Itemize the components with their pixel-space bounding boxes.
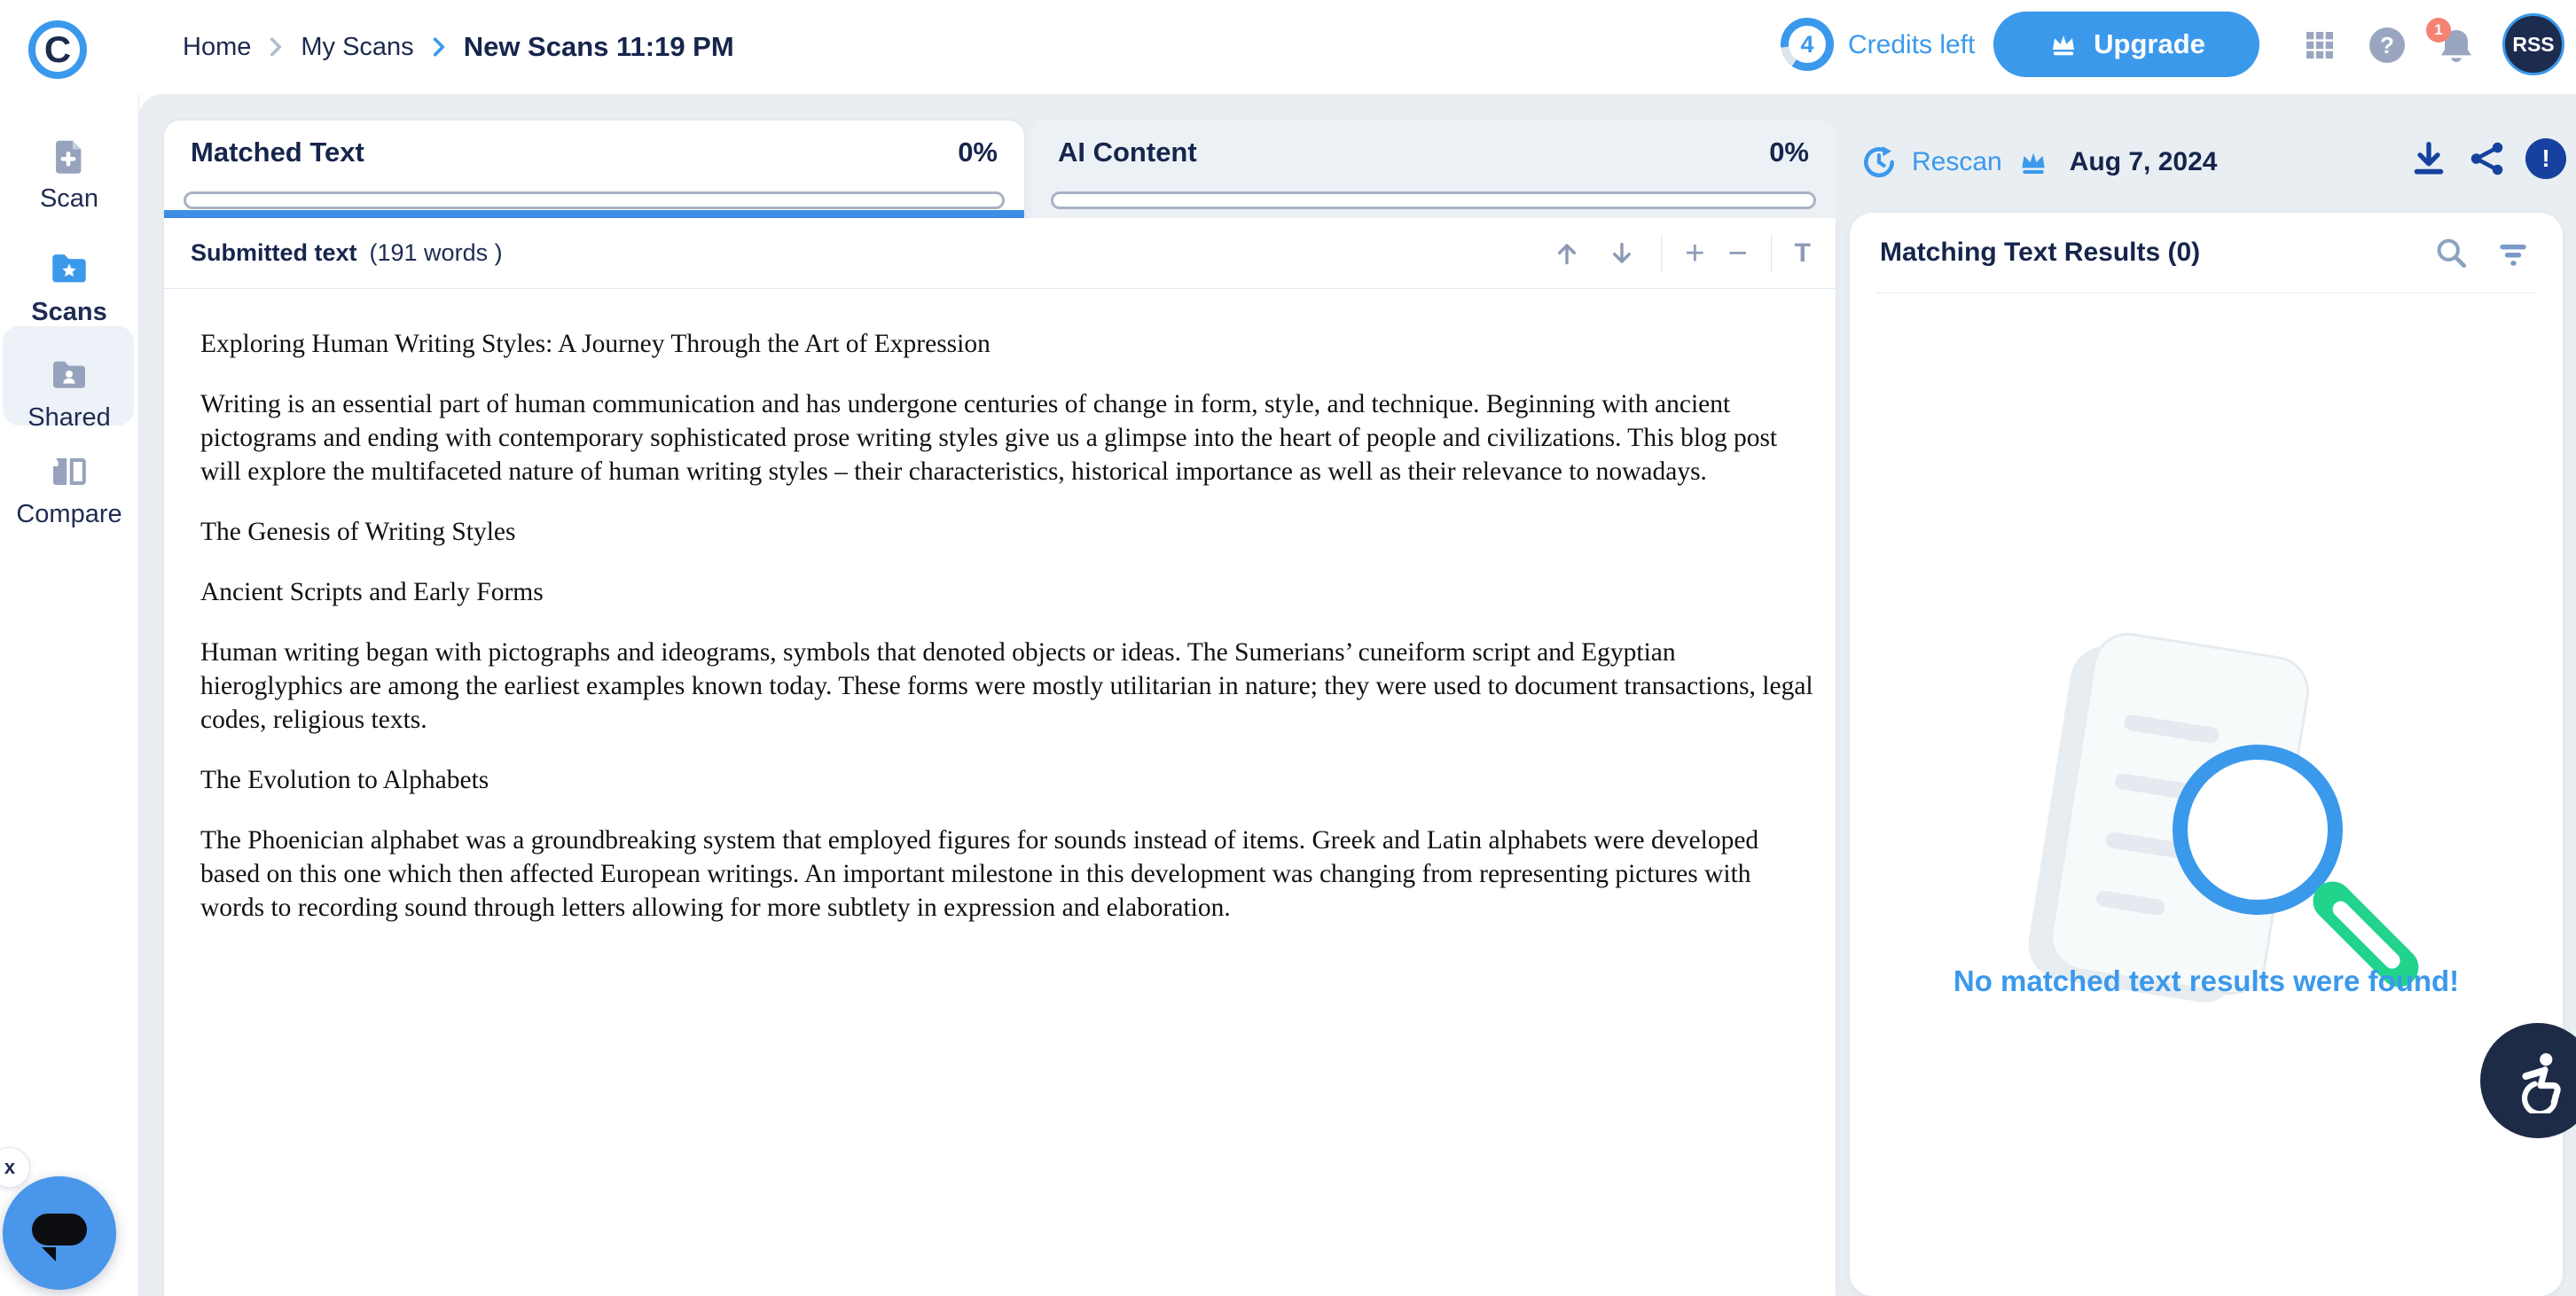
result-actions (2408, 138, 2566, 179)
sidebar (0, 94, 139, 1296)
notifications-bell-icon[interactable] (2434, 21, 2478, 67)
document-panel (164, 218, 1836, 1296)
chevron-right-icon (267, 35, 285, 59)
document-paragraph: Writing is an essential part of human communication and has undergone centuries of change in form, style, and technique. Beginning with ancient pictograms and ending with contemporary sophisticated prose writing styles give us a glimpse into the heart of people and civilizations. This blog post will explore the multifaceted nature of human writing styles – their characteristics, historical importance as well as their relevance to nowadays. (200, 390, 1778, 486)
tab-matched-text[interactable] (164, 121, 1024, 218)
upgrade-button[interactable] (1993, 12, 2259, 77)
chat-widget-button[interactable] (3, 1176, 116, 1290)
sidebar-label-scans: Scans (31, 298, 107, 326)
crown-icon (2047, 28, 2079, 60)
submitted-text-label: Submitted text (191, 239, 357, 266)
matched-text-percent: 0% (958, 137, 998, 168)
breadcrumb-current-scan: New Scans 11:19 PM (463, 31, 734, 62)
credits-left-link[interactable]: Credits left (1848, 30, 1976, 59)
top-header (0, 0, 2576, 94)
breadcrumb-my-scans[interactable]: My Scans (301, 32, 414, 61)
breadcrumb-home[interactable]: Home (183, 32, 252, 61)
matching-results-card (1850, 213, 2563, 1296)
upgrade-label: Upgrade (2094, 28, 2205, 59)
apps-grid-icon[interactable] (2302, 27, 2337, 67)
user-avatar[interactable]: RSS (2502, 13, 2564, 75)
toolbar-divider (1661, 234, 1662, 273)
document-paragraph: Exploring Human Writing Styles: A Journey Through the Art of Expression (200, 330, 990, 358)
matching-results-title: Matching Text Results (0) (1880, 238, 2201, 267)
filter-icon[interactable] (2494, 233, 2533, 272)
sidebar-label-compare: Compare (16, 500, 122, 528)
empty-results-illustration (1977, 634, 2439, 1006)
scroll-up-button[interactable] (1551, 238, 1583, 269)
active-tab-underline (164, 210, 1024, 218)
scroll-down-button[interactable] (1606, 238, 1638, 269)
document-paragraph: The Evolution to Alphabets (200, 766, 489, 794)
scan-date: Aug 7, 2024 (2069, 147, 2218, 176)
submitted-document-text (200, 288, 1818, 951)
folder-star-icon (47, 246, 91, 291)
matched-text-label: Matched Text (191, 137, 364, 168)
document-paragraph: Ancient Scripts and Early Forms (200, 578, 544, 606)
chat-bubble-tail (42, 1247, 56, 1261)
tab-ai-content[interactable] (1031, 121, 1836, 218)
notification-badge: 1 (2426, 18, 2451, 43)
document-paragraph: The Genesis of Writing Styles (200, 518, 516, 546)
sidebar-item-scans[interactable] (0, 246, 138, 327)
matched-text-progressbar (184, 191, 1005, 209)
download-icon[interactable] (2408, 138, 2449, 179)
compare-documents-icon (48, 450, 90, 493)
doc-line (2095, 890, 2166, 917)
toolbar-divider (1771, 234, 1772, 273)
file-plus-icon (49, 137, 90, 177)
sidebar-label-shared: Shared (27, 403, 111, 432)
ai-content-label: AI Content (1058, 137, 1197, 168)
share-icon[interactable] (2467, 138, 2508, 179)
document-paragraph: Human writing began with pictographs and ideograms, symbols that denoted objects or ideas. The Sumerians’ cuneiform script and Egyptian hieroglyphics are among the earliest examples known today. These forms were mostly utilitarian in nature; they were used to document transactions, legal codes, religious texts. (200, 638, 1813, 734)
breadcrumb (183, 0, 734, 94)
sidebar-label-scan: Scan (39, 184, 99, 213)
credits-count: 4 (1789, 26, 1826, 63)
sidebar-item-shared[interactable] (0, 354, 138, 433)
ai-content-percent: 0% (1769, 137, 1809, 168)
no-results-message: No matched text results were found! (1953, 964, 2460, 997)
zoom-in-button[interactable]: + (1685, 234, 1705, 272)
credits-progress-ring[interactable] (1781, 18, 1834, 71)
alert-icon[interactable]: ! (2525, 138, 2566, 179)
ai-content-progressbar (1051, 191, 1816, 209)
rescan-row (1860, 133, 2217, 191)
accessibility-wheelchair-icon (2505, 1048, 2571, 1113)
doc-line (2123, 714, 2220, 745)
crown-icon (2016, 145, 2050, 179)
search-icon[interactable] (2431, 233, 2470, 272)
rescan-button[interactable]: Rescan (1912, 147, 2002, 176)
folder-person-icon (48, 354, 90, 396)
document-paragraph: The Phoenician alphabet was a groundbreaking system that employed figures for sounds instead of items. Greek and Latin alphabets were developed based on this one which then affected European writings. An important milestone in this development was changing from representing pictures with words to recording sound through letters allowing for more subtlety in expression and elaboration. (200, 826, 1759, 922)
word-count: (191 words ) (369, 239, 503, 266)
help-icon[interactable]: ? (2369, 27, 2405, 63)
chat-bubble-icon (32, 1214, 87, 1245)
text-view-button[interactable]: T (1794, 238, 1811, 268)
sidebar-item-compare[interactable] (0, 450, 138, 529)
chevron-right-icon (430, 35, 448, 59)
rescan-clock-icon[interactable] (1860, 144, 1898, 181)
submitted-text-toolbar (164, 218, 1836, 289)
copyleaks-logo-icon[interactable]: C (28, 20, 87, 79)
sidebar-item-scan[interactable] (0, 137, 138, 214)
chat-close-button[interactable]: x (0, 1147, 30, 1188)
zoom-out-button[interactable]: − (1727, 234, 1748, 272)
